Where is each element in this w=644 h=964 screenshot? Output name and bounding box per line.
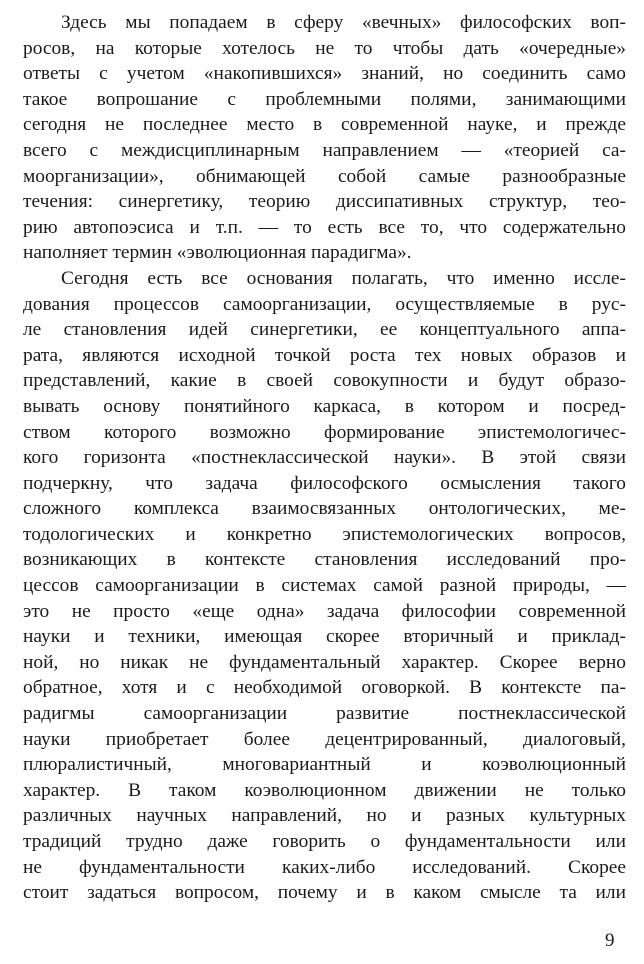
text-line: стоит задаться вопросом, почему и в каком смысле та или (23, 882, 626, 904)
text-line: науки приобретает более децентрированный, диалоговый, (23, 728, 626, 750)
text-line: науки и техники, имеющая скорее вторичный и приклад- (23, 626, 626, 648)
text-line: представлений, какие в своей совокупности и будут образо- (23, 370, 626, 392)
text-line: всего с междисциплинарным направлением — «теорией са- (23, 139, 626, 161)
page-body (23, 10, 626, 906)
text-line: это не просто «еще одна» задача философии современной (23, 600, 626, 622)
text-line: тодологических и конкретно эпистемологических вопросов, (23, 523, 626, 545)
text-line: сегодня не последнее место в современной науке, и прежде (23, 114, 626, 136)
paragraph-1 (23, 10, 626, 266)
text-line: наполняет термин «эволюционная парадигма». (23, 242, 412, 264)
text-line: сложного комплекса взаимосвязанных онтологических, ме- (23, 498, 626, 520)
text-line: традиций трудно даже говорить о фундаментальности или (23, 831, 626, 852)
text-line: Сегодня есть все основания полагать, что именно иссле- (61, 267, 626, 289)
paragraph-2 (23, 266, 626, 906)
text-line: не фундаментальности каких-либо исследований. Скорее (23, 856, 626, 878)
text-line: вывать основу понятийного каркаса, в котором и посред- (23, 395, 626, 417)
text-line: такое вопрошание с проблемными полями, занимающими (23, 88, 626, 110)
text-line: дования процессов самоорганизации, осуществляемые в рус- (23, 293, 626, 315)
text-line: ной, но никак не фундаментальный характер. Скорее верно (23, 651, 626, 673)
text-line: рата, являются исходной точкой роста тех новых образов и (23, 344, 626, 366)
text-line: возникающих в контексте становления исследований про- (23, 549, 626, 571)
text-line: росов, на которые хотелось не то чтобы дать «очередные» (23, 37, 626, 59)
text-line: подчеркну, что задача философского осмысления такого (23, 472, 626, 494)
text-line: течения: синергетику, теорию диссипативных структур, тео- (23, 191, 626, 213)
text-line: плюралистичный, многовариантный и коэволюционный (23, 754, 626, 776)
text-line: кого горизонта «постнеклассической науки». В этой связи (23, 447, 626, 469)
text-line: цессов самоорганизации в системах самой разной природы, — (23, 575, 626, 597)
text-line: рию автопоэсиса и т.п. — то есть все то, что содержательно (23, 216, 626, 238)
text-line: ответы с учетом «накопившихся» знаний, но соединить само (23, 63, 626, 85)
text-line: обратное, хотя и с необходимой оговоркой. В контексте па- (23, 677, 626, 699)
text-line: Здесь мы попадаем в сферу «вечных» философских воп- (61, 12, 626, 33)
text-line: моорганизации», обнимающей собой самые разнообразные (23, 165, 626, 187)
text-line: характер. В таком коэволюционном движении не только (23, 779, 626, 801)
text-line: различных научных направлений, но и разных культурных (23, 805, 626, 827)
page-number: 9 (605, 930, 615, 951)
text-line: ле становления идей синергетики, ее концептуального аппа- (23, 319, 626, 341)
text-line: радигмы самоорганизации развитие постнеклассической (23, 703, 626, 725)
text-line: ством которого возможно формирование эпистемологичес- (23, 421, 626, 443)
